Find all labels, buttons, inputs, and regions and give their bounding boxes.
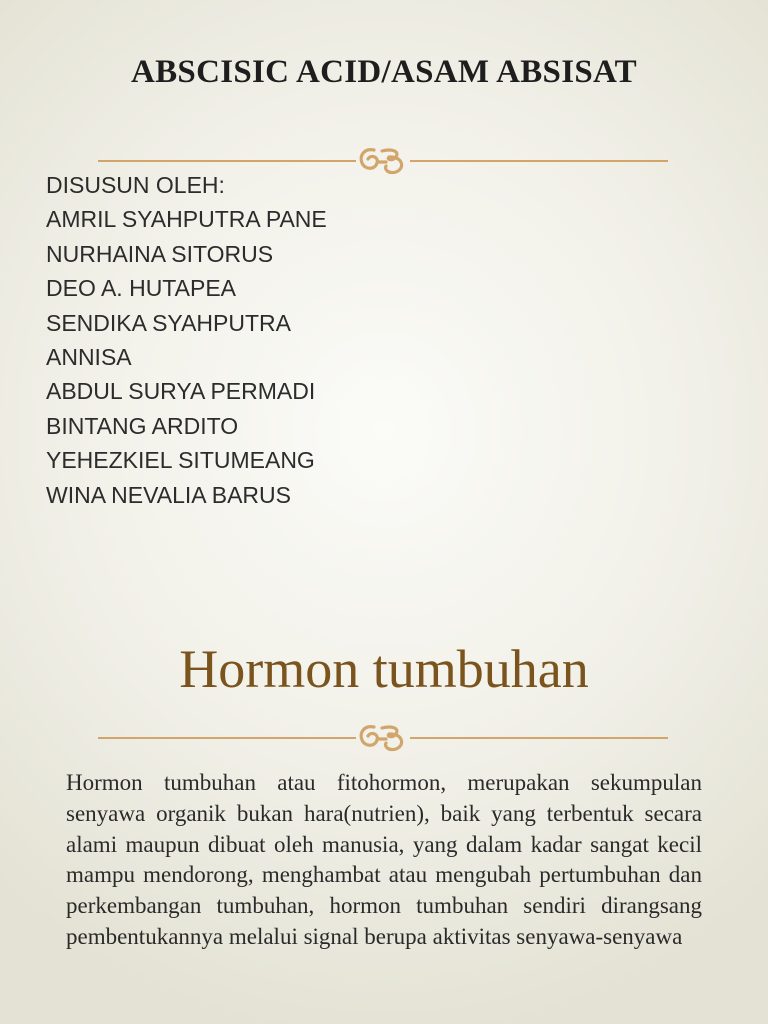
divider-line-left — [98, 737, 356, 739]
author-name: ANNISA — [46, 344, 132, 371]
author-name: SENDIKA SYAHPUTRA — [46, 309, 291, 336]
flourish-ornament-icon — [356, 723, 410, 753]
author-name: ABDUL SURYA PERMADI — [46, 378, 316, 405]
author-name: DEO A. HUTAPEA — [46, 275, 237, 302]
author-list — [46, 168, 327, 512]
author-list-heading: DISUSUN OLEH: — [46, 172, 225, 198]
slide-heading: Hormon tumbuhan — [179, 639, 589, 699]
ornament-divider — [98, 723, 668, 753]
divider-line-right — [410, 737, 668, 739]
body-paragraph: Hormon tumbuhan atau fitohormon, merupakan sekumpulan senyawa organik bukan hara(nutrien), baik yang terbentuk secara alami maupun dibuat oleh manusia, yang dalam kadar sangat kecil mampu mendorong, menghambat atau mengubah pertumbuhan dan perkembangan tumbuhan, hormon tumbuhan sendiri dirangsang pembentukannya melalui signal berupa aktivitas senyawa-senyawa — [66, 770, 702, 949]
author-name: NURHAINA SITORUS — [46, 240, 274, 267]
divider-line-left — [98, 160, 356, 162]
author-name: BINTANG ARDITO — [46, 412, 239, 439]
flourish-ornament-icon — [356, 146, 410, 176]
author-name: WINA NEVALIA BARUS — [46, 481, 291, 508]
slide-title: ABSCISIC ACID/ASAM ABSISAT — [130, 54, 637, 90]
content-slide — [0, 560, 768, 1024]
author-name: AMRIL SYAHPUTRA PANE — [46, 206, 327, 233]
author-name: YEHEZKIEL SITUMEANG — [46, 447, 315, 474]
divider-line-right — [410, 160, 668, 162]
